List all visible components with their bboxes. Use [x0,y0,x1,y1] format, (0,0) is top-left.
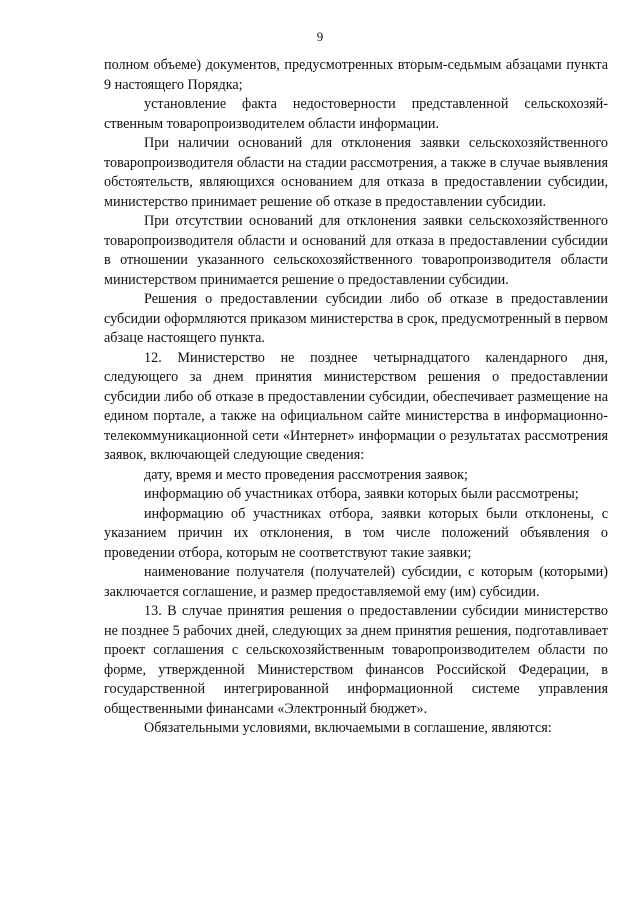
paragraph-false-info: установление факта недостоверности представленной сельскохозяйственным товаропроизводителем области информации. [104,96,608,132]
list-item-reviewed-participants: информацию об участниках отбора, заявки которых были рассмотрены; [144,486,579,502]
page-number: 9 [316,29,324,44]
list-item-recipient-name: наименование получателя (получателей) субсидии, с которым (которыми) заключается соглашение, и размер предоставляемой ему (им) субсидии. [104,564,608,600]
document-body [104,56,608,739]
paragraph-grant-decision: При отсутствии оснований для отклонения заявки сельскохозяйственного товаропроизводителя области и оснований для отказа в предоставлении субсидии в отношении указанного сельскохозяйственного товаропроизводителя области министерством принимается решение о предоставлении субсидии. [104,213,608,288]
paragraph-continuation: полном объеме) документов, предусмотренных вторым-седьмым абзацами пункта 9 настоящего Порядка; [104,57,608,93]
paragraph-rejection-grounds: При наличии оснований для отклонения заявки сельскохозяйственного товаропроизводителя области на стадии рассмотрения, а также в случае выявления обстоятельств, являющихся основанием для отказа в предоставлении субсидии, министерство принимает решение об отказе в предоставлении субсидии. [104,135,608,210]
list-item-date-time-place: дату, время и место проведения рассмотрения заявок; [144,466,468,483]
list-item-rejected-participants: информацию об участниках отбора, заявки которых были отклонены, с указанием причин их отклонения, в том числе положений объявления о проведении отбора, которым не соответствуют такие заявки; [104,505,608,561]
paragraph-order-issuance: Решения о предоставлении субсидии либо об отказе в предоставлении субсидии оформляются приказом министерства в срок, предусмотренный в первом абзаце настоящего пункта. [104,291,608,346]
paragraph-clause-13: 13. В случае принятия решения о предоставлении субсидии министерство не позднее 5 рабочих дней, следующих за днем принятия решения, подготавливает проект соглашения с сельскохозяйственным товаропроизводителем области по форме, утвержденной Министерством финансов Российской Федерации, в государственной интегрированной информационной системе управления общественными финансами «Электронный бюджет». [104,603,608,717]
paragraph-clause-12: 12. Министерство не позднее четырнадцатого календарного дня, следующего за днем принятия министерством решения о предоставлении субсидии либо об отказе в предоставлении субсидии, обеспечивает размещение на едином портале, а также на официальном сайте министерства в информационно-телекоммуникационной сети «Интернет» информации о результатах рассмотрения заявок, включающей следующие сведения: [104,349,608,463]
paragraph-mandatory-conditions: Обязательными условиями, включаемыми в соглашение, являются: [144,720,552,736]
